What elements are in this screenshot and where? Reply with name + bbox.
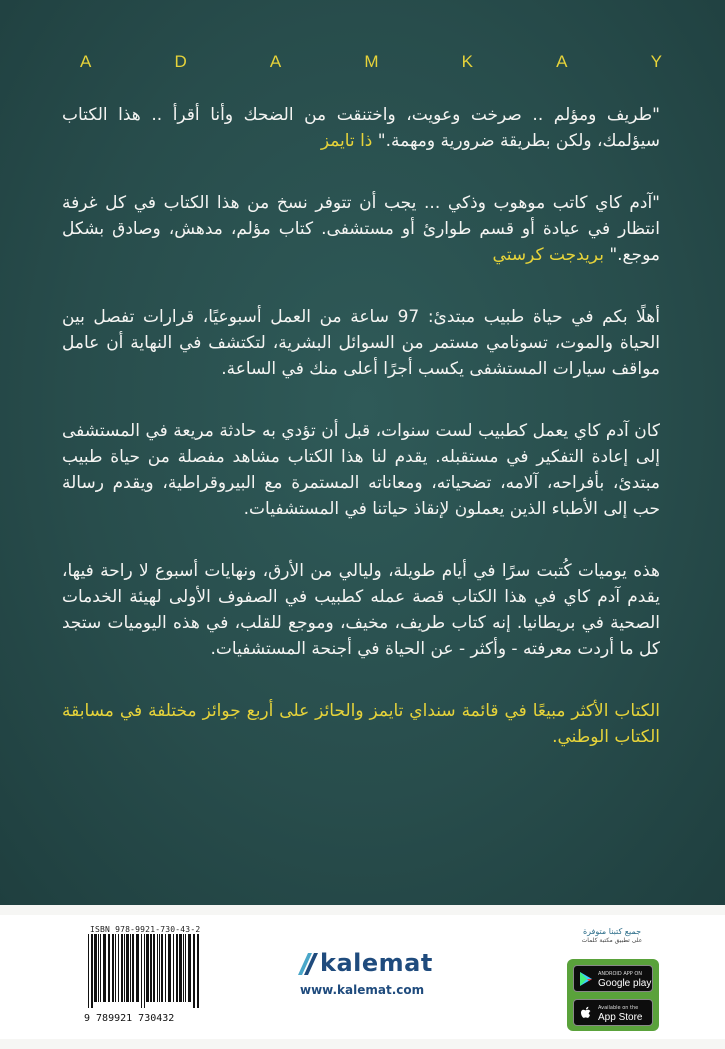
review-source: ذا تايمز <box>320 131 373 151</box>
barcode-bar <box>161 934 163 1002</box>
review-source: بريدجت كرستي <box>492 245 604 265</box>
barcode-bar <box>132 934 134 1002</box>
barcode-bar <box>150 934 152 1002</box>
barcode-bar <box>197 934 199 1008</box>
review-times <box>62 102 660 154</box>
barcode-bar <box>146 934 149 1002</box>
author-letter: Y <box>650 52 663 71</box>
publisher-url: www.kalemat.com <box>300 983 425 997</box>
author-letter: M <box>364 52 380 71</box>
barcode-bar <box>136 934 139 1002</box>
barcode-bar <box>88 934 89 1008</box>
isbn-label: ISBN 978-9921-730-43-2 <box>90 925 201 934</box>
author-letter: A <box>80 52 93 71</box>
barcode-bar <box>108 934 110 1002</box>
barcode-bar <box>179 934 182 1002</box>
blurb <box>62 102 660 786</box>
barcode-bar <box>130 934 131 1002</box>
barcode-bar <box>165 934 166 1002</box>
barcode-number: 9 789921 730432 <box>84 1013 175 1024</box>
award-paragraph: الكتاب الأكثر مبيعًا في قائمة سنداي تايمز والحائز على أربع جوائز مختلفة في مسابقة الكتاب الوطني. <box>62 701 660 747</box>
review-text: "طريف ومؤلم .. صرخت وعويت، واختنقت من الضحك وأنا أقرأ .. هذا الكتاب سيؤلمك، ولكن بطريقة ضرورية ومهمة." <box>62 105 660 151</box>
publisher-logo <box>296 949 466 1009</box>
barcode-bar <box>141 934 142 1008</box>
diary-paragraph: هذه يوميات كُتبت سرًا في أيام طويلة، وليالي من الأرق، ونهايات أسبوع لا راحة فيها، يقدم آدم كاي في هذا الكتاب قصة عمله كطبيب في الصفوف الأولى لهيئة الخدمات الصحية في بريطانيا. إنه كتاب طريف، مخيف، وموجع للقلب، في هذه اليوميات ستجد كل ما أردت معرفته - وأكثر - عن الحياة في أجنحة المستشفيات. <box>62 561 660 659</box>
review-text: "آدم كاي كاتب موهوب وذكي ... يجب أن تتوفر نسخ من هذا الكتاب في كل غرفة انتظار في عيادة أو قسم طوارئ أو مستشفى. كتاب مؤلم، مدهش، وصادق بشكل موجع." <box>62 193 660 265</box>
barcode-bar <box>103 934 106 1002</box>
barcode-bar <box>94 934 97 1002</box>
review-christie <box>62 190 660 268</box>
stores-tagline-sub: على تطبيق مكتبة كلمات <box>581 937 643 944</box>
app-store-label: App Store <box>598 1011 643 1023</box>
stores-tagline-main: جميع كتبنا متوفرة <box>582 927 642 936</box>
barcode-bar <box>100 934 101 1002</box>
barcode-bar <box>126 934 129 1002</box>
author-letter: D <box>174 52 188 71</box>
barcode-bar <box>168 934 171 1002</box>
google-play-icon <box>578 971 594 987</box>
google-play-button[interactable] <box>573 965 653 992</box>
barcode-bar <box>124 934 125 1002</box>
barcode-bar <box>159 934 160 1002</box>
author-name <box>0 52 725 72</box>
barcode-bar <box>185 934 186 1002</box>
intro-paragraph: أهلًا بكم في حياة طبيب مبتدئ: 97 ساعة من العمل أسبوعيًا، قرارات تفصل بين الحياة والموت، تسونامي مستمر من السوائل البشرية، لتكتشف في النهاية أن عامل مواقف سيارات المستشفى يكسب أجرًا أعلى منك في الساعة. <box>62 307 660 379</box>
publisher-name: kalemat <box>320 949 433 977</box>
barcode-bar <box>112 934 114 1002</box>
google-play-label: Google play <box>598 977 652 989</box>
barcode-bar <box>121 934 123 1002</box>
footer-strip <box>0 905 725 1049</box>
barcode-bar <box>157 934 158 1002</box>
barcode-bar <box>144 934 145 1008</box>
barcode-bar <box>98 934 99 1002</box>
stores-tagline <box>572 927 652 945</box>
author-letter: A <box>556 52 569 71</box>
footer-band <box>0 915 725 1039</box>
barcode-bar <box>118 934 119 1002</box>
author-letter: K <box>461 52 474 71</box>
barcode-bars <box>84 934 202 1008</box>
barcode-bar <box>153 934 155 1002</box>
barcode <box>84 925 202 1045</box>
kalemat-logo-icon <box>296 951 320 977</box>
barcode-bar <box>173 934 174 1002</box>
about-paragraph: كان آدم كاي يعمل كطبيب لست سنوات، قبل أن تؤدي به حادثة مريعة في المستشفى إلى إعادة التفكير في مستقبله. يقدم لنا هذا الكتاب مشاهد مفصلة من حياة طبيب مبتدئ، بأفراحه، آلامه، تضحياته، ومعاناته المستمرة مع البيروقراطية، ويقدم رسالة حب إلى الأطباء الذين يعملون لإنقاذ حياتنا في المستشفيات. <box>62 421 660 519</box>
apple-icon <box>578 1005 594 1021</box>
app-store-small: Available on the <box>598 1004 639 1011</box>
barcode-bar <box>183 934 184 1002</box>
barcode-bar <box>91 934 93 1008</box>
author-letter: A <box>269 52 283 71</box>
app-store-button[interactable] <box>573 999 653 1026</box>
barcode-bar <box>176 934 178 1002</box>
app-stores <box>567 927 657 1045</box>
barcode-bar <box>115 934 116 1002</box>
barcode-bar <box>193 934 195 1008</box>
google-play-small: ANDROID APP ON <box>598 970 643 977</box>
barcode-bar <box>188 934 191 1002</box>
